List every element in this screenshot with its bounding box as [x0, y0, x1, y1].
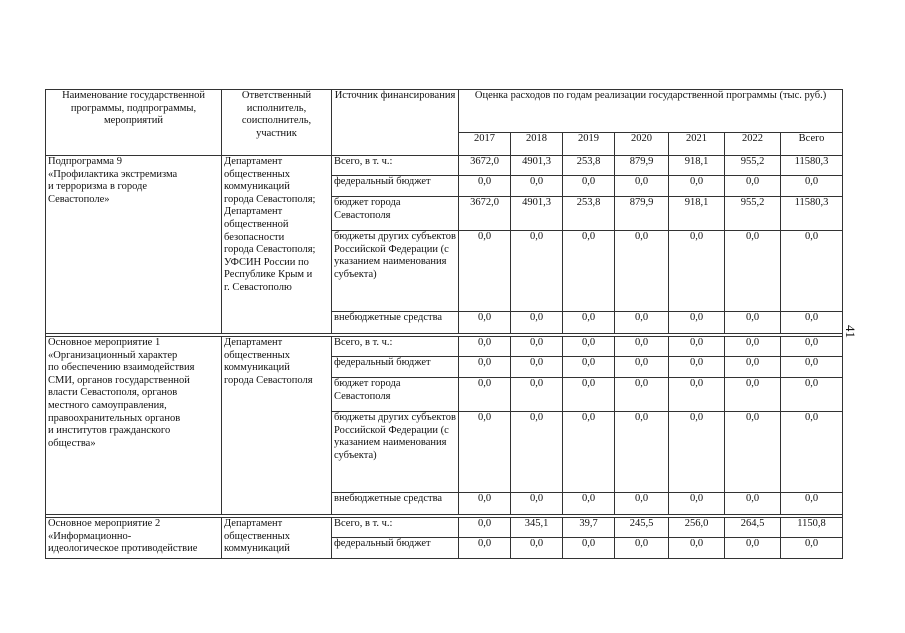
year-value-cell: 0,0: [511, 378, 563, 412]
year-value-cell: 3672,0: [459, 156, 511, 176]
year-value-cell: 0,0: [563, 176, 615, 197]
year-value-cell: 0,0: [459, 231, 511, 312]
year-value-cell: 256,0: [669, 518, 725, 538]
funding-source-cell: федеральный бюджет: [332, 176, 459, 197]
funding-source-cell: внебюджетные средства: [332, 312, 459, 334]
year-value-cell: 0,0: [615, 357, 669, 378]
year-value-cell: 0,0: [669, 357, 725, 378]
year-value-cell: 0,0: [511, 176, 563, 197]
year-value-cell: 0,0: [615, 412, 669, 493]
table-row: [46, 518, 843, 538]
total-value-cell: 0,0: [781, 493, 843, 515]
year-value-cell: 955,2: [725, 156, 781, 176]
total-value-cell: 1150,8: [781, 518, 843, 538]
year-value-cell: 245,5: [615, 518, 669, 538]
year-value-cell: 0,0: [459, 176, 511, 197]
year-value-cell: 0,0: [669, 337, 725, 357]
year-value-cell: 0,0: [459, 518, 511, 538]
funding-source-cell: бюджеты других субъектов Российской Федерации (с указанием наименования субъекта): [332, 231, 459, 312]
year-value-cell: 0,0: [459, 378, 511, 412]
year-value-cell: 0,0: [669, 176, 725, 197]
year-value-cell: 345,1: [511, 518, 563, 538]
year-value-cell: 0,0: [669, 538, 725, 559]
year-value-cell: 0,0: [511, 312, 563, 334]
year-value-cell: 879,9: [615, 156, 669, 176]
year-value-cell: 0,0: [615, 231, 669, 312]
year-value-cell: 0,0: [615, 493, 669, 515]
year-value-cell: 955,2: [725, 197, 781, 231]
header-year: 2017: [459, 133, 511, 156]
page-number: 41: [843, 325, 858, 338]
year-value-cell: 0,0: [459, 337, 511, 357]
year-value-cell: 0,0: [511, 231, 563, 312]
year-value-cell: 0,0: [725, 337, 781, 357]
total-value-cell: 0,0: [781, 378, 843, 412]
year-value-cell: 0,0: [615, 538, 669, 559]
year-value-cell: 0,0: [725, 493, 781, 515]
year-value-cell: 0,0: [669, 231, 725, 312]
year-value-cell: 0,0: [725, 378, 781, 412]
year-value-cell: 0,0: [563, 357, 615, 378]
year-value-cell: 39,7: [563, 518, 615, 538]
year-value-cell: 0,0: [669, 493, 725, 515]
table-body: [46, 156, 843, 559]
funding-source-cell: Всего, в т. ч.:: [332, 156, 459, 176]
year-value-cell: 918,1: [669, 156, 725, 176]
total-value-cell: 11580,3: [781, 197, 843, 231]
year-value-cell: 0,0: [615, 312, 669, 334]
year-value-cell: 0,0: [563, 337, 615, 357]
header-responsible: Ответственный исполнитель, соисполнитель, участник: [222, 90, 332, 156]
year-value-cell: 0,0: [725, 312, 781, 334]
total-value-cell: 0,0: [781, 412, 843, 493]
year-value-cell: 0,0: [725, 357, 781, 378]
total-value-cell: 0,0: [781, 357, 843, 378]
funding-source-cell: внебюджетные средства: [332, 493, 459, 515]
year-value-cell: 0,0: [563, 538, 615, 559]
header-name: Наименование государственной программы, подпрограммы, мероприятий: [46, 90, 222, 156]
year-value-cell: 4901,3: [511, 197, 563, 231]
year-value-cell: 0,0: [725, 176, 781, 197]
year-value-cell: 0,0: [511, 337, 563, 357]
header-year: 2021: [669, 133, 725, 156]
responsible-cell: Департамент общественных коммуникаций города Севастополя; Департамент общественной безопасности города Севастополя; УФСИН России по Республике Крым и г. Севастополю: [222, 156, 332, 334]
header-year: 2022: [725, 133, 781, 156]
year-value-cell: 0,0: [725, 412, 781, 493]
table-row: [46, 337, 843, 357]
funding-source-cell: Всего, в т. ч.:: [332, 337, 459, 357]
year-value-cell: 0,0: [511, 357, 563, 378]
year-value-cell: 879,9: [615, 197, 669, 231]
year-value-cell: 0,0: [459, 312, 511, 334]
total-value-cell: 0,0: [781, 538, 843, 559]
total-value-cell: 0,0: [781, 337, 843, 357]
program-name-cell: Основное мероприятие 2 «Информационно- идеологическое противодействие: [46, 518, 222, 559]
funding-source-cell: бюджеты других субъектов Российской Федерации (с указанием наименования субъекта): [332, 412, 459, 493]
year-value-cell: 264,5: [725, 518, 781, 538]
funding-source-cell: бюджет города Севастополя: [332, 197, 459, 231]
year-value-cell: 4901,3: [511, 156, 563, 176]
year-value-cell: 0,0: [511, 412, 563, 493]
year-value-cell: 0,0: [563, 493, 615, 515]
year-value-cell: 0,0: [669, 412, 725, 493]
funding-source-cell: бюджет города Севастополя: [332, 378, 459, 412]
responsible-cell: Департамент общественных коммуникаций города Севастополя: [222, 337, 332, 515]
year-value-cell: 0,0: [459, 538, 511, 559]
header-estimate: Оценка расходов по годам реализации государственной программы (тыс. руб.): [459, 90, 843, 133]
year-value-cell: 0,0: [725, 231, 781, 312]
year-value-cell: 0,0: [669, 378, 725, 412]
table-header: [46, 90, 843, 156]
header-year: 2018: [511, 133, 563, 156]
funding-source-cell: федеральный бюджет: [332, 538, 459, 559]
responsible-cell: Департамент общественных коммуникаций: [222, 518, 332, 559]
year-value-cell: 0,0: [563, 231, 615, 312]
year-value-cell: 0,0: [563, 412, 615, 493]
year-value-cell: 918,1: [669, 197, 725, 231]
table-row: [46, 156, 843, 176]
total-value-cell: 11580,3: [781, 156, 843, 176]
year-value-cell: 0,0: [511, 493, 563, 515]
year-value-cell: 0,0: [669, 312, 725, 334]
program-name-cell: Подпрограмма 9 «Профилактика экстремизма и терроризма в городе Севастополе»: [46, 156, 222, 334]
year-value-cell: 0,0: [511, 538, 563, 559]
header-source: Источник финансирования: [332, 90, 459, 156]
year-value-cell: 0,0: [459, 357, 511, 378]
year-value-cell: 0,0: [459, 412, 511, 493]
year-value-cell: 0,0: [563, 378, 615, 412]
year-value-cell: 253,8: [563, 156, 615, 176]
year-value-cell: 0,0: [563, 312, 615, 334]
funding-source-cell: Всего, в т. ч.:: [332, 518, 459, 538]
year-value-cell: 0,0: [615, 337, 669, 357]
header-year: 2019: [563, 133, 615, 156]
year-value-cell: 0,0: [615, 378, 669, 412]
header-year: 2020: [615, 133, 669, 156]
total-value-cell: 0,0: [781, 231, 843, 312]
header-total: Всего: [781, 133, 843, 156]
funding-source-cell: федеральный бюджет: [332, 357, 459, 378]
total-value-cell: 0,0: [781, 176, 843, 197]
year-value-cell: 0,0: [615, 176, 669, 197]
year-value-cell: 3672,0: [459, 197, 511, 231]
year-value-cell: 253,8: [563, 197, 615, 231]
year-value-cell: 0,0: [459, 493, 511, 515]
year-value-cell: 0,0: [725, 538, 781, 559]
total-value-cell: 0,0: [781, 312, 843, 334]
program-name-cell: Основное мероприятие 1 «Организационный характер по обеспечению взаимодействия СМИ, органов государственной власти Севастополя, органов местного самоуправления, правоохранительных органов и институтов гражданского общества»: [46, 337, 222, 515]
budget-table: [45, 89, 843, 559]
